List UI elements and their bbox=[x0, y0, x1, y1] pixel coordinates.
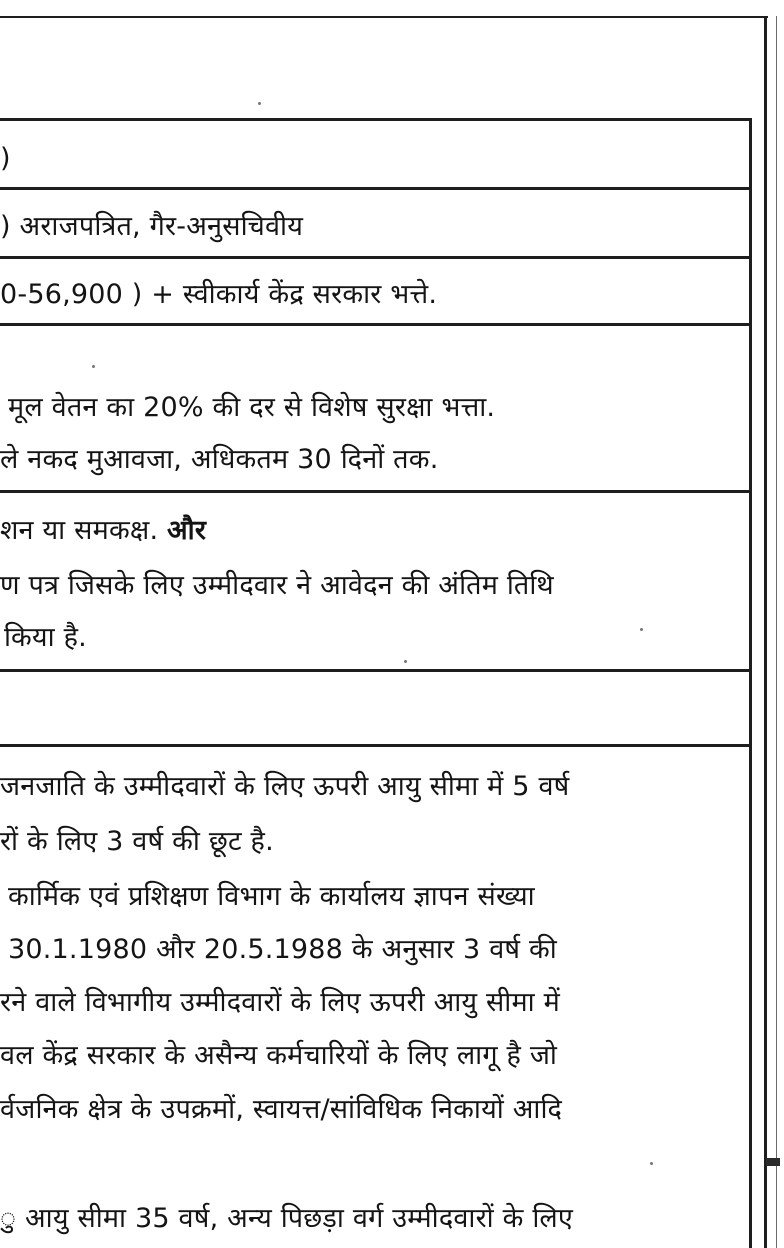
table-rule bbox=[0, 256, 752, 259]
classification-cell: ) अराजपत्रित, गैर-अनुसचिवीय bbox=[0, 211, 304, 242]
frame-top-border bbox=[0, 16, 768, 18]
qualification-line bbox=[0, 514, 206, 548]
qualification-text: शन या समकक्ष. bbox=[0, 515, 159, 546]
post-code-cell: ) bbox=[0, 143, 11, 174]
table-rule bbox=[0, 323, 752, 326]
pay-scale-cell: 0-56,900 ) + स्वीकार्य केंद्र सरकार भत्ते. bbox=[0, 279, 438, 310]
age-relaxation-line: वल केंद्र सरकार के असैन्य कर्मचारियों के लिए लागू है जो bbox=[0, 1040, 558, 1071]
scan-speck bbox=[404, 660, 407, 663]
qualification-line: ण पत्र जिसके लिए उम्मीदवार ने आवेदन की अंतिम तिथि bbox=[0, 570, 554, 601]
scan-speck bbox=[258, 102, 261, 105]
allowance-line: मूल वेतन का 20% की दर से विशेष सुरक्षा भत्ता. bbox=[8, 392, 496, 423]
frame-outer-edge bbox=[776, 16, 777, 1248]
table-rule bbox=[0, 187, 752, 190]
age-relaxation-line: 30.1.1980 और 20.5.1988 के अनुसार 3 वर्ष की bbox=[8, 934, 557, 965]
table-rule bbox=[0, 669, 752, 672]
age-relaxation-line: रों के लिए 3 वर्ष की छूट है. bbox=[0, 826, 274, 857]
table-rule bbox=[0, 118, 752, 121]
qualification-line: किया है. bbox=[4, 622, 87, 653]
age-relaxation-line: रने वाले विभागीय उम्मीदवारों के लिए ऊपरी आयु सीमा में bbox=[0, 987, 560, 1018]
table-right-border bbox=[749, 118, 752, 1248]
table-rule bbox=[0, 490, 752, 493]
table-rule bbox=[0, 744, 752, 747]
age-relaxation-line: ु आयु सीमा 35 वर्ष, अन्य पिछड़ा वर्ग उम्मीदवारों के लिए bbox=[0, 1203, 573, 1234]
margin-mark bbox=[766, 1158, 780, 1166]
allowance-line: ले नकद मुआवजा, अधिकतम 30 दिनों तक. bbox=[0, 444, 439, 475]
age-relaxation-line: जनजाति के उम्मीदवारों के लिए ऊपरी आयु सीमा में 5 वर्ष bbox=[0, 771, 570, 802]
frame-right-border bbox=[764, 16, 767, 1248]
scan-speck bbox=[650, 1162, 653, 1165]
scan-speck bbox=[92, 365, 95, 368]
age-relaxation-line: कार्मिक एवं प्रशिक्षण विभाग के कार्यालय ज्ञापन संख्या bbox=[8, 881, 535, 912]
qualification-and: और bbox=[167, 515, 207, 546]
age-relaxation-line: र्वजनिक क्षेत्र के उपक्रमों, स्वायत्त/सांविधिक निकायों आदि bbox=[0, 1094, 563, 1125]
scan-speck bbox=[640, 628, 643, 631]
